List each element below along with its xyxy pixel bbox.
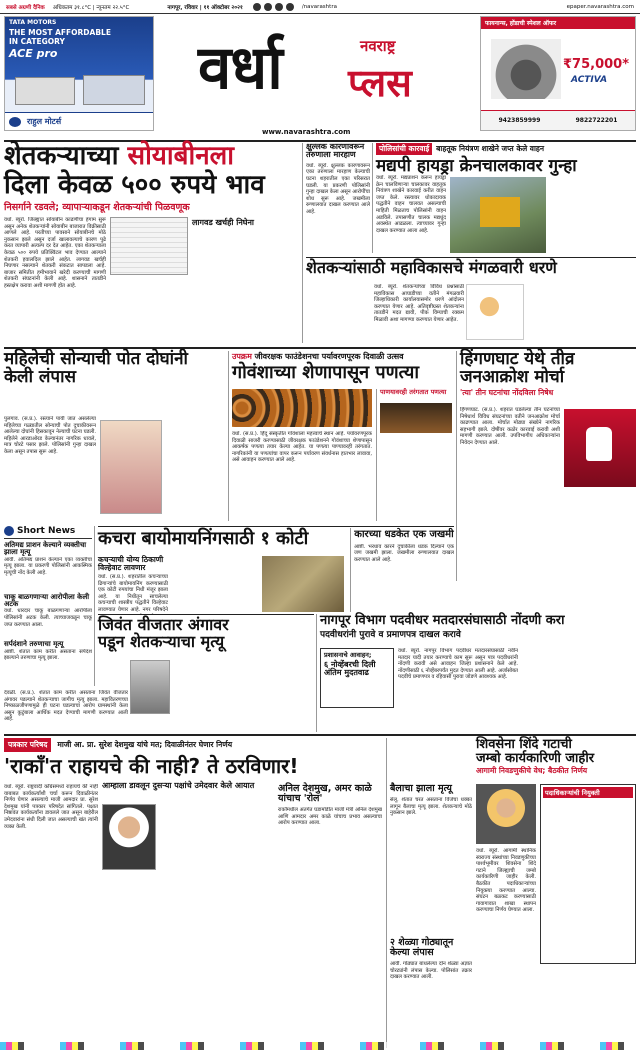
biomining-body-col2 <box>172 556 258 612</box>
hinganghat-headline-1: हिंगणघाट येथे तीव्र <box>460 349 575 369</box>
facebook-icon <box>253 3 261 11</box>
police-body: वर्धा. ब्यूरो. मद्यप्राशन करून हायड्रा क्रेन चालविणाऱ्या चालकावर वाहतूक नियंत्रण शाखेने कारवाई करीत वाहन जप्त केले. रस्त्यावर धोकादायक पद्धतीने वाहन चालवत असल्याची माहिती मिळताच पोलिसांनी वाहन अडविले. तपासणीत चालक मद्यधुंद अवस्थेत आढळला. त्याच्यावर गुन्हा दाखल करण्यात आला आहे. <box>376 175 446 234</box>
diwali-box-title: पाणयावरही तरंगतात पणत्या <box>380 388 447 396</box>
top-bar <box>0 0 640 14</box>
press-kicker: माजी आ. प्रा. सुरेश देशमुख यांचे मत; दिवाळीनंतर घेणार निर्णय <box>57 740 233 749</box>
masthead <box>160 14 478 140</box>
voter-body: वर्धा. ब्यूरो. नागपूर विभाग पदवीधर मतदारसंघासाठी नवीन मतदार यादी तयार करण्याचे काम सुरू असून पात्र पदवीधरांनी नोंदणी करावी असे आवाहन जिल्हा प्रशासनाने केले आहे. नोंदणीसाठी ६ नोव्हेंबरपर्यंत मुदत देण्यात आली आहे. अर्जासोबत पदवीचे प्रमाणपत्र व रहिवासी पुरावा जोडणे आवश्यक आहे. <box>398 648 518 681</box>
press-quote: आम्हाला डावलून दुसऱ्या पक्षांचे उमेदवार केले आयात <box>102 781 255 790</box>
short-news-item: अतिमद्य प्राशन केल्याने व्यक्तीचा झाला मृत्यू आर्वी. अतिमद्य प्राशन केल्याने एका व्यक्तीचा मृत्यू झाला. या प्रकरणी पोलिसांनी आकस्मिक मृत्यूची नोंद केली आहे. <box>4 541 92 576</box>
shivsena-headline-2: जम्बो कार्यकारिणी जाहीर <box>476 750 595 766</box>
electric-body: देवळी. (स.प्र.). शेतात काम करीत असताना जिवंत वीजतार अंगावर पडल्याने शेतकऱ्याचा जागीच मृत्यू झाला. महावितरणच्या निष्काळजीपणामुळे ही घटना घडल्याचा आरोप ग्रामस्थांनी केला असून कुटुंबाला आर्थिक मदत देण्याची मागणी करण्यात आली आहे. <box>4 690 128 723</box>
instagram-icon <box>275 3 283 11</box>
ox-story <box>390 784 472 934</box>
ad-honda-header: फायनान्स, होंडाची स्पेशल ऑफर <box>481 17 635 29</box>
ox-body: सेलू. शेतात चरत असताना विजेचा धक्का लागून बैलाचा मृत्यू झाला. शेतकऱ्याचे मोठे नुकसान झाले. <box>390 796 472 817</box>
biomining-body: वर्धा. (स.प्र.). शहरातील कचऱ्याच्या ढिगाऱ्यांचे बायोमायनिंग करण्यासाठी एक कोटी रुपयांचा निधी मंजूर झाला आहे. या निधीतून साचलेल्या कचऱ्याची शास्त्रीय पद्धतीने विल्हेवाट लावण्यात येणार आहे. नगर परिषदेने <box>98 574 168 613</box>
short-news <box>4 526 92 686</box>
diwali-headline: गोवंशाच्या शेणापासून पणत्या <box>232 362 419 383</box>
epaper-link[interactable]: epaper.navarashtra.com <box>566 3 634 10</box>
ad-honda[interactable] <box>480 16 636 131</box>
receipt-photo <box>110 217 188 275</box>
hinganghat-body: हिंगणघाट. (स.प्र.). शहरात घडलेल्या तीन घटनांच्या निषेधार्थ विविध संघटनांच्या वतीने जनआक्रोश मोर्चा काढण्यात आला. मोर्चात मोठ्या संख्येने नागरिक सहभागी झाले. दोषींवर कठोर कारवाई करावी अशी मागणी करण्यात आली. उपविभागीय अधिकाऱ्यांना निवेदन देण्यात आले. <box>460 407 560 446</box>
top-tagline: सबसे अग्रणी दैनिक <box>6 4 45 11</box>
lead-headline-line1: शेतकऱ्याच्या सोयाबीनला <box>4 141 234 171</box>
shivsena-photo <box>476 784 536 844</box>
column-rule <box>228 351 229 521</box>
column-rule <box>94 526 95 686</box>
column-rule <box>316 614 317 732</box>
diwali-story <box>232 351 454 523</box>
lead-subhead: निसर्गाने रडवले; व्यापाऱ्याकडून शेतकऱ्यांची पिळवणूक <box>4 201 190 213</box>
press-kicker-row <box>4 738 384 752</box>
dharne-headline: शेतकऱ्यांसाठी महाविकासचे मंगळवारी धरणे <box>306 258 557 277</box>
dharne-body-col2 <box>528 284 634 344</box>
chain-story <box>4 351 220 419</box>
deshmukh-body: राकाँमधील अंतर्गत घडामोडीत माजी मंत्री अनिल देशमुख आणि आमदार अमर काळे यांचाच प्रभाव असल्याचा आरोप करण्यात आला. <box>278 806 382 827</box>
chain-body-col2 <box>166 416 226 526</box>
ad-honda-product: ACTIVA <box>571 75 608 85</box>
hinganghat-subhead: 'त्या' तीन घटनांचा नोंदविला निषेध <box>460 387 554 397</box>
arrow-icon <box>4 526 14 536</box>
goats-body: आर्वी. गोठ्यात बांधलेल्या दोन शेळ्या अज्ञात चोरट्यांनी लंपास केल्या. पोलिसांत तक्रार दाखल करण्यात आली. <box>390 960 472 981</box>
column-rule <box>350 528 351 612</box>
beating-headline: क्षुल्लक कारणावरून तरुणाला मारहाण <box>306 142 365 160</box>
voter-subhead: पदवीधरांनी पुरावे व प्रमाणपत्र दाखल करावे <box>320 629 461 640</box>
diwali-kicker: जीवरक्षक फाउंडेशनचा पर्यावरणपूरक दिवाळी उत्सव <box>254 352 404 361</box>
diwali-box <box>376 389 454 521</box>
shivsena-headline-1: शिवसेना शिंदे गटाची <box>476 737 572 752</box>
goats-story <box>390 938 472 1048</box>
diwali-box-body <box>380 437 452 517</box>
chain-headline: महिलेची सोन्याची पोत दोघांनी केली लंपास <box>4 349 188 387</box>
column-rule <box>302 143 303 343</box>
voter-box-title: ६ नोव्हेंबरची दिली अंतिम मुदतवाढ <box>324 659 376 678</box>
short-news-label: Short News <box>4 526 92 539</box>
electric-photo <box>130 660 170 714</box>
divider <box>98 526 454 527</box>
column-rule <box>386 738 387 1048</box>
column-rule <box>456 351 457 581</box>
scooter-image <box>491 39 561 99</box>
ad-tata[interactable] <box>4 16 154 131</box>
press-body-col3 <box>102 874 272 1046</box>
ad-honda-footer <box>481 110 635 130</box>
ad-product: ACE pro <box>9 47 58 60</box>
dateline: नागपूर, रविवार | ११ ऑक्टोबर २०२१ <box>167 4 243 11</box>
electric-headline-1: जिवंत वीजतार अंगावर <box>98 615 229 634</box>
police-headline: मद्यपी हायड्रा क्रेनचालकावर गुन्हा <box>376 156 577 176</box>
masthead-sub-bottom: प्लस <box>348 61 412 105</box>
ad-line1: THE MOST AFFORDABLE <box>9 28 111 37</box>
lead-body-col3 <box>192 231 298 345</box>
crane-photo <box>450 177 546 253</box>
police-story <box>376 143 636 255</box>
biomining-headline: कचरा बायोमायनिंगसाठी १ कोटी <box>98 528 309 549</box>
lead-headline-line2: दिला केवळ ५०० रुपये भाव <box>4 170 265 201</box>
truck-image-2 <box>83 75 145 105</box>
lead-caption: लागवड खर्चही निघेना <box>192 218 254 227</box>
voter-story <box>320 614 636 732</box>
ox-headline: बैलाचा झाला मृत्यू <box>390 783 452 794</box>
deshmukh-story <box>278 784 382 1048</box>
biomining-story <box>98 530 348 612</box>
phone-number: 9423859999 <box>498 117 541 124</box>
shivsena-body: वर्धा. ब्यूरो. आगामी स्थानिक स्वराज्य संस्थांच्या निवडणुकीच्या पार्श्वभूमीवर शिवसेना शिंदे गटाने जिल्ह्याची जम्बो कार्यकारिणी जाहीर केली. बैठकीत पदाधिकाऱ्यांच्या नियुक्त्या करण्यात आल्या. संघटन बळकट करण्यासाठी गावागावात शाखा स्थापन करण्याचा निर्णय घेण्यात आला. <box>476 848 536 914</box>
beating-body: वर्धा. ब्यूरो. क्षुल्लक कारणावरून एका तरुणाला मारहाण केल्याची घटना शहरातील एका परिसरात घडली. या प्रकरणी पोलिसांनी गुन्हा दाखल केला असून आरोपींचा शोध सुरू आहे. जखमीला रुग्णालयात दाखल करण्यात आले आहे. <box>306 162 370 215</box>
deshmukh-headline: अनिल देशमुख, अमर काळे यांचाच 'रोल' <box>278 783 372 804</box>
weather-readout: अधिकतम ३१.८°C | न्यूनतम २२.५°C <box>52 4 130 11</box>
registration-marks <box>0 1042 640 1050</box>
chain-body: पुलगाव. (स.प्र.). रस्त्याने पायी जात असलेल्या महिलेच्या गळ्यातील सोन्याची पोत दुचाकीवरून आलेल्या दोघांनी हिसकावून नेल्याची घटना घडली. महिलेने आरडाओरड केल्यानंतर नागरिक धावले, मात्र चोरटे पसार झाले. पोलिसांनी गुन्हा दाखल केला असून तपास सुरू आहे. <box>4 416 96 455</box>
protest-illustration <box>466 284 524 340</box>
deshmukh-portrait <box>102 804 156 870</box>
chain-photo <box>100 420 162 514</box>
press-body: वर्धा. ब्यूरो. राष्ट्रवादी काँग्रेसमध्ये राहायचे की नाही याबाबत कार्यकर्त्यांशी चर्चा करून दिवाळीनंतर निर्णय घेणार असल्याचे माजी आमदार प्रा. सुरेश देशमुख यांनी पत्रकार परिषदेत सांगितले. पक्षात निष्ठावंत कार्यकर्त्यांना डावलले जात असून बाहेरील उमेदवारांना संधी दिली जात असल्याची खंत त्यांनी व्यक्त केली. <box>4 784 98 830</box>
goats-headline: २ शेळ्या गोठ्यातून केल्या लंपास <box>390 937 454 958</box>
police-kicker: बाहतूक नियंत्रण शाखेने जप्त केले वाहन <box>436 144 545 153</box>
ad-dealer: राहुल मोटर्स <box>5 112 153 130</box>
shivsena-subhead: आगामी निवडणुकीचे वेध; बैठकीत निर्णय <box>476 766 588 776</box>
shivsena-body-col2 <box>540 968 636 1044</box>
divider <box>4 734 636 736</box>
truck-image <box>15 77 75 105</box>
social-handle[interactable]: /navarashtra <box>301 3 337 10</box>
short-news-item: सर्पदंशाने तरुणाचा मृत्यू आष्टी. शेतात काम करीत असताना सर्पदंश झाल्याने तरुणाचा मृत्यू झाला. <box>4 640 92 662</box>
accident-headline: कारच्या धडकेत एक जखमी <box>354 529 454 540</box>
hinganghat-body-col2 <box>564 491 636 589</box>
electric-headline-2: पडून शेतकऱ्याचा मृत्यू <box>98 631 225 651</box>
ad-line2: IN CATEGORY <box>9 37 65 46</box>
youtube-icon <box>286 3 294 11</box>
ad-price: ₹75,000* <box>563 57 630 72</box>
floating-diya-photo <box>380 403 452 433</box>
shivsena-box-title: पदाधिकाऱ्यांची नियुक्ती <box>543 787 633 798</box>
garbage-photo <box>262 556 344 612</box>
accident-story <box>354 530 454 612</box>
twitter-icon <box>264 3 272 11</box>
press-body-col2 <box>160 804 272 870</box>
lead-body-col2 <box>110 279 188 345</box>
shivsena-box-body <box>543 800 633 960</box>
voter-box-kicker: प्रशासनाचे आवाहन; <box>324 651 372 659</box>
hinganghat-story <box>460 351 636 591</box>
police-tag-row <box>376 143 636 155</box>
shivsena-box <box>540 784 636 964</box>
police-body-col3 <box>550 177 634 255</box>
voter-body-col2 <box>522 648 634 732</box>
diya-photo <box>232 389 372 427</box>
short-news-item: चाकू बाळगणाऱ्या आरोपीला केली अटक वर्धा. धारदार चाकू बाळगणाऱ्या आरोपीला पोलिसांनी अटक केली. त्याच्याजवळून चाकू जप्त करण्यात आला. <box>4 592 92 628</box>
tata-logo-icon <box>9 117 21 127</box>
diwali-kicker-row <box>232 351 454 362</box>
ad-brand: TATA MOTORS <box>9 19 57 26</box>
electric-body-col2 <box>174 660 314 730</box>
accident-body: आष्टी. भरधाव कारने दुचाकीला धडक दिल्याने एक जण जखमी झाला. जखमीला रुग्णालयात दाखल करण्यात आले आहे. <box>354 543 454 563</box>
voter-headline: नागपूर विभाग पदवीधर मतदारसंघासाठी नोंदणी करा <box>320 613 565 628</box>
masthead-url[interactable]: www.navarashtra.com <box>262 128 351 136</box>
dharne-body: वर्धा. ब्यूरो. शेतकऱ्यांच्या विविध प्रश्नांसाठी महाविकास आघाडीच्या वतीने मंगळवारी जिल्हाधिकारी कार्यालयासमोर धरणे आंदोलन करण्यात येणार आहे. अतिवृष्टीग्रस्त शेतकऱ्यांना तातडीने मदत द्यावी, पीक विम्याची रक्कम मिळावी अशा मागण्या करण्यात येणार आहेत. <box>374 284 464 323</box>
voter-box <box>320 648 394 708</box>
protest-fist-illustration <box>564 409 636 487</box>
police-tag: पोलिसांची कारवाई <box>376 143 432 155</box>
masthead-title: वर्धा <box>198 33 282 103</box>
lead-story <box>4 143 300 346</box>
lead-body: वर्धा. ब्यूरो. जिल्ह्यात सोयाबीन काढणीचा हंगाम सुरू असून अनेक शेतकऱ्यांनी सोयाबीन बाजारात विक्रीसाठी आणले आहे. परतीच्या पावसाने सोयाबीनचे मोठे नुकसान झाले असून दर्जा खालावल्याचे कारण पुढे करत व्यापारी अत्यल्प दर देत आहेत. एका शेतकऱ्याला केवळ ५०० रुपये प्रतिक्विंटल भाव देण्यात आल्याने शेतकरी हवालदिल झाले आहेत. लागवड खर्चही निघणार नसल्याने शेतकरी संकटात सापडला आहे. बाजार समितीत हमीभावाने खरेदी करण्याची मागणी शेतकरी संघटनांनी केली आहे. शासनाने तातडीने हस्तक्षेप करावा अशी मागणी होत आहे. <box>4 217 106 289</box>
diwali-tag: उपक्रम <box>232 352 252 361</box>
dharne-story <box>306 260 636 344</box>
phone-number-2: 9822722201 <box>575 117 618 124</box>
shivsena-story <box>476 738 636 1048</box>
social-icons <box>251 3 294 11</box>
press-tag: पत्रकार परिषद <box>4 738 51 752</box>
fist-icon <box>586 427 612 461</box>
press-headline: 'राकाँ'त राहायचे की नाही? ते ठरविणार! <box>4 754 299 778</box>
diwali-body: वर्धा. (स.प्र.). हिंदू संस्कृतीत गोवंशाला महत्त्वाचे स्थान आहे. पर्यावरणपूरक दिवाळी साजरी करण्यासाठी जीवरक्षक फाउंडेशनने गोवंशाच्या शेणापासून आकर्षक पणत्या तयार केल्या आहेत. या पणत्या पाण्यावरही तरंगतात. नागरिकांनी या पणत्यांचा वापर करून पर्यावरण संवर्धनास हातभार लावावा, असे आवाहन करण्यात आले आहे. <box>232 431 372 464</box>
biomining-subhead: कचऱ्याची योग्य ठिकाणी विल्हेवाट लावणार <box>98 555 164 572</box>
column-rule <box>372 143 373 253</box>
hinganghat-headline-2: जनआक्रोश मोर्चा <box>460 366 565 387</box>
masthead-sub-top: नवराष्ट्र <box>360 37 396 55</box>
